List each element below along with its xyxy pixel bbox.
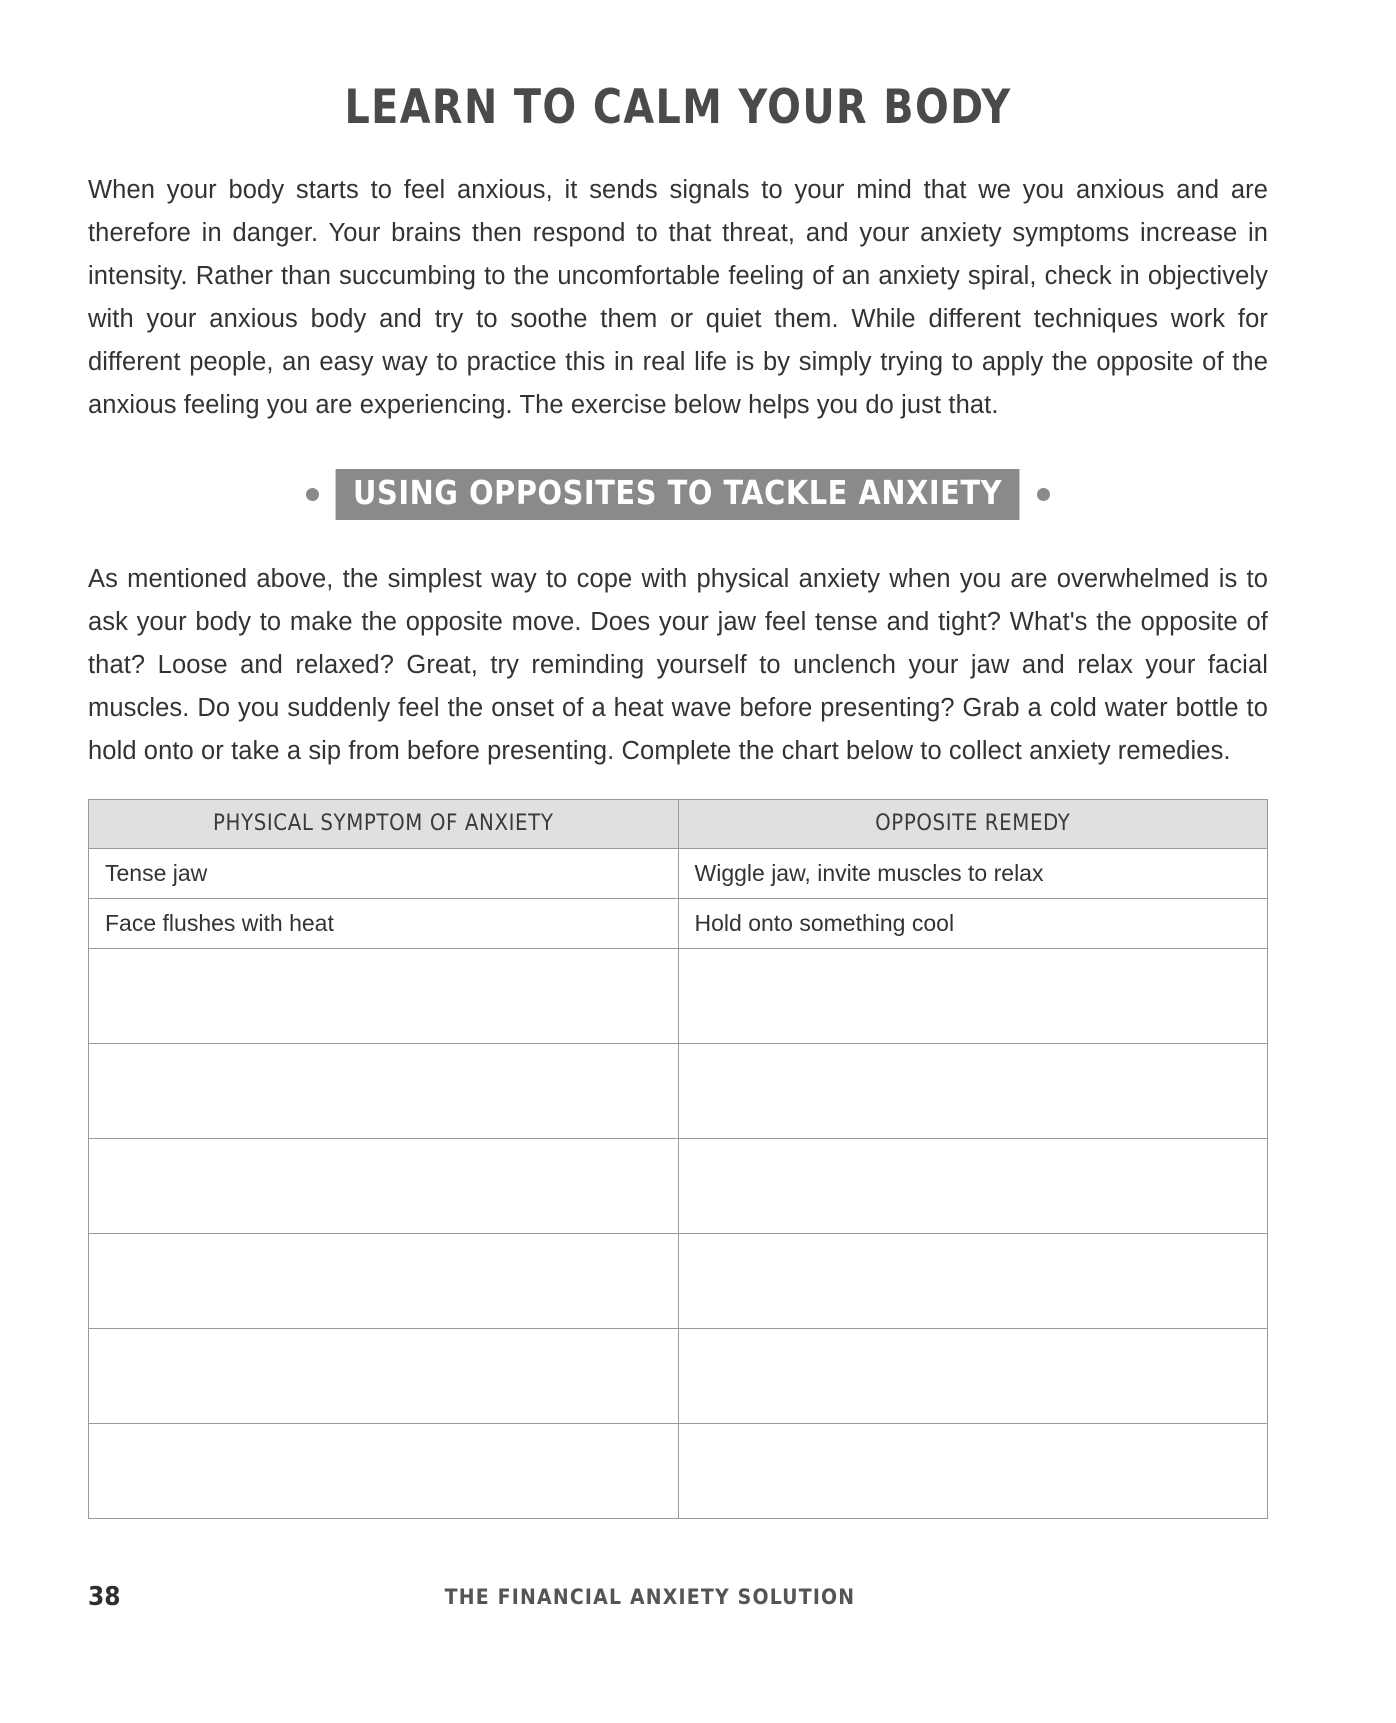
section-banner-group: [88, 469, 1268, 520]
section-paragraph: As mentioned above, the simplest way to cope with physical anxiety when you are overwhelmed is to ask your body to make the opposite move. Does your jaw feel tense and tight? What's the opposite of that? Loose and relaxed? Great, try reminding yourself to unclench your jaw and relax your facial muscles. Do you suddenly feel the onset of a heat wave before presenting? Grab a cold water bottle to hold onto or take a sip from before presenting. Complete the chart below to collect anxiety remedies.: [88, 564, 1268, 765]
column-header-symptom: PHYSICAL SYMPTOM OF ANXIETY: [89, 799, 679, 848]
cell-symptom[interactable]: [89, 1138, 679, 1233]
anxiety-remedy-table: [88, 799, 1268, 1519]
cell-remedy[interactable]: Wiggle jaw, invite muscles to relax: [678, 848, 1268, 898]
cell-remedy[interactable]: [678, 1138, 1268, 1233]
page-footer: [88, 1582, 1268, 1622]
cell-symptom[interactable]: [89, 1043, 679, 1138]
bullet-dot-icon: [306, 488, 319, 501]
table-row: [89, 1423, 1268, 1518]
cell-remedy[interactable]: [678, 1233, 1268, 1328]
column-header-remedy: OPPOSITE REMEDY: [678, 799, 1268, 848]
cell-remedy[interactable]: [678, 1328, 1268, 1423]
cell-symptom[interactable]: Face flushes with heat: [89, 898, 679, 948]
table-header-row: [89, 799, 1268, 848]
cell-symptom[interactable]: Tense jaw: [89, 848, 679, 898]
table-row: [89, 948, 1268, 1043]
cell-symptom[interactable]: [89, 1328, 679, 1423]
intro-paragraph: When your body starts to feel anxious, it sends signals to your mind that we you anxious and are therefore in danger. Your brains then respond to that threat, and your anxiety symptoms increase in intensity. Rather than succumbing to the uncomfortable feeling of an anxiety spiral, check in objectively with your anxious body and try to soothe them or quiet them. While different techniques work for different people, an easy way to practice this in real life is by simply trying to apply the opposite of the anxious feeling you are experiencing. The exercise below helps you do just that.: [88, 176, 1268, 419]
section-banner: USING OPPOSITES TO TACKLE ANXIETY: [336, 469, 1020, 520]
page-title: LEARN TO CALM YOUR BODY: [344, 80, 1012, 135]
cell-remedy[interactable]: [678, 1423, 1268, 1518]
table-row: [89, 1138, 1268, 1233]
page-number: 38: [88, 1582, 121, 1612]
page-content: [88, 60, 1268, 1519]
cell-remedy[interactable]: [678, 948, 1268, 1043]
table-row: [89, 848, 1268, 898]
table-row: [89, 898, 1268, 948]
cell-symptom[interactable]: [89, 1423, 679, 1518]
table-row: [89, 1233, 1268, 1328]
cell-symptom[interactable]: [89, 1233, 679, 1328]
cell-remedy[interactable]: [678, 1043, 1268, 1138]
book-title: THE FINANCIAL ANXIETY SOLUTION: [444, 1585, 856, 1609]
bullet-dot-icon: [1037, 488, 1050, 501]
table-row: [89, 1043, 1268, 1138]
table-row: [89, 1328, 1268, 1423]
cell-symptom[interactable]: [89, 948, 679, 1043]
cell-remedy[interactable]: Hold onto something cool: [678, 898, 1268, 948]
